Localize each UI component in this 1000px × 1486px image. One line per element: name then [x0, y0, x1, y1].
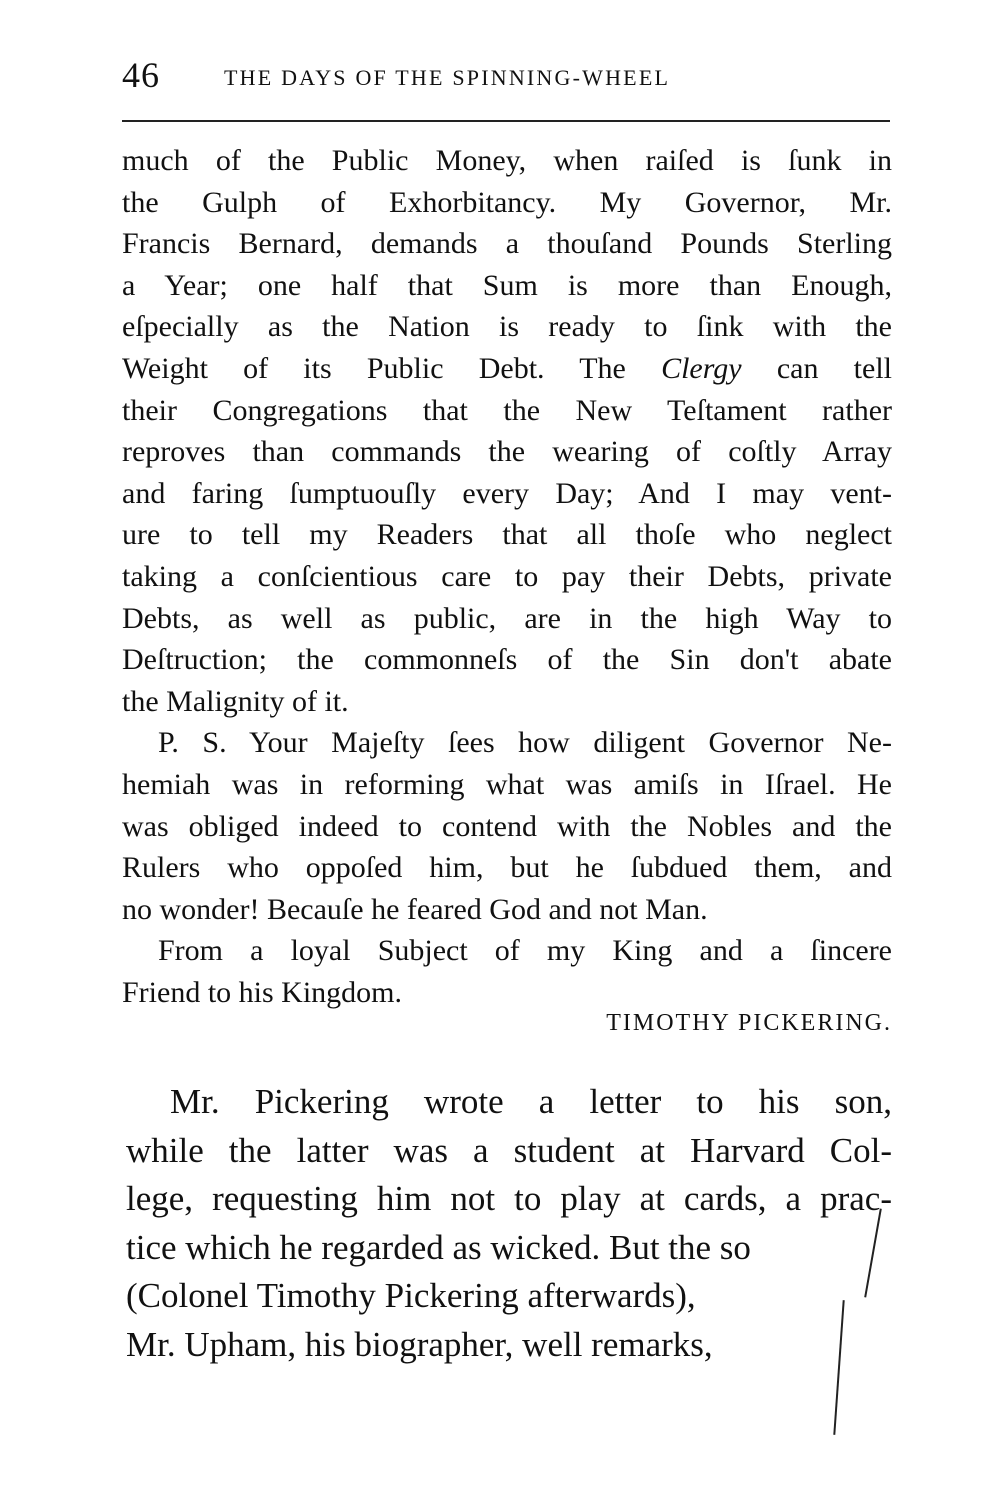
page-number: 46 [122, 55, 160, 95]
narrative-line: while the latter was a student at Harvard Col- [126, 1130, 892, 1170]
letter-line: Francis Bernard, demands a thouſand Pounds Sterling [122, 227, 892, 261]
letter-line: Deſtruction; the commonneſs of the Sin don't abate [122, 643, 892, 677]
closing-line: Friend to his Kingdom. [122, 975, 403, 1009]
narrative-line: tice which he regarded as wicked. But the so [126, 1227, 751, 1267]
postscript-line: no wonder! Becauſe he feared God and not Man. [122, 892, 708, 926]
letter-line: reproves than commands the wearing of coſtly Array [122, 435, 892, 469]
letter-line: Debts, as well as public, are in the high Way to [122, 601, 892, 635]
letter-line: ure to tell my Readers that all thoſe who neglect [122, 518, 892, 552]
narrative-line: Mr. Pickering wrote a letter to his son, [170, 1082, 892, 1121]
letter-line: a Year; one half that Sum is more than Enough, [122, 268, 892, 302]
letter-line-clergy: Weight of its Public Debt. The Clergy can tell [122, 351, 892, 385]
letter-line: the Malignity of it. [122, 684, 349, 718]
letter-line: taking a conſcientious care to pay their Debts, private [122, 559, 892, 593]
narrative-line: (Colonel Timothy Pickering afterwards), [126, 1276, 696, 1315]
letter-line: much of the Public Money, when raiſed is ſunk in [122, 144, 892, 177]
header-rule [122, 120, 890, 122]
letter-line: their Congregations that the New Teſtament rather [122, 393, 892, 427]
narrative-line: Mr. Upham, his biographer, well remarks, [126, 1324, 713, 1364]
narrative-line: lege, requesting him not to play at cards, a prac- [126, 1179, 892, 1218]
postscript-line: hemiah was in reforming what was amiſs in Iſrael. He [122, 767, 892, 801]
running-title: THE DAYS OF THE SPINNING-WHEEL [224, 65, 671, 90]
postscript-line: was obliged indeed to contend with the Nobles and the [122, 809, 892, 843]
letter-line: and faring ſumptuouſly every Day; And I may vent- [122, 476, 892, 510]
letter-line: the Gulph of Exhorbitancy. My Governor, Mr. [122, 185, 892, 219]
narrative-body [126, 1078, 892, 1369]
letter-body [122, 140, 892, 1013]
postscript-line: Rulers who oppoſed him, but he ſubdued them, and [122, 851, 892, 885]
closing-line: From a loyal Subject of my King and a ſincere [158, 934, 892, 968]
page-header [122, 54, 892, 102]
letter-line: eſpecially as the Nation is ready to ſink with the [122, 310, 892, 344]
signature: TIMOTHY PICKERING. [606, 1010, 892, 1036]
postscript-line: P. S. Your Majeſty ſees how diligent Governor Ne- [158, 726, 892, 760]
